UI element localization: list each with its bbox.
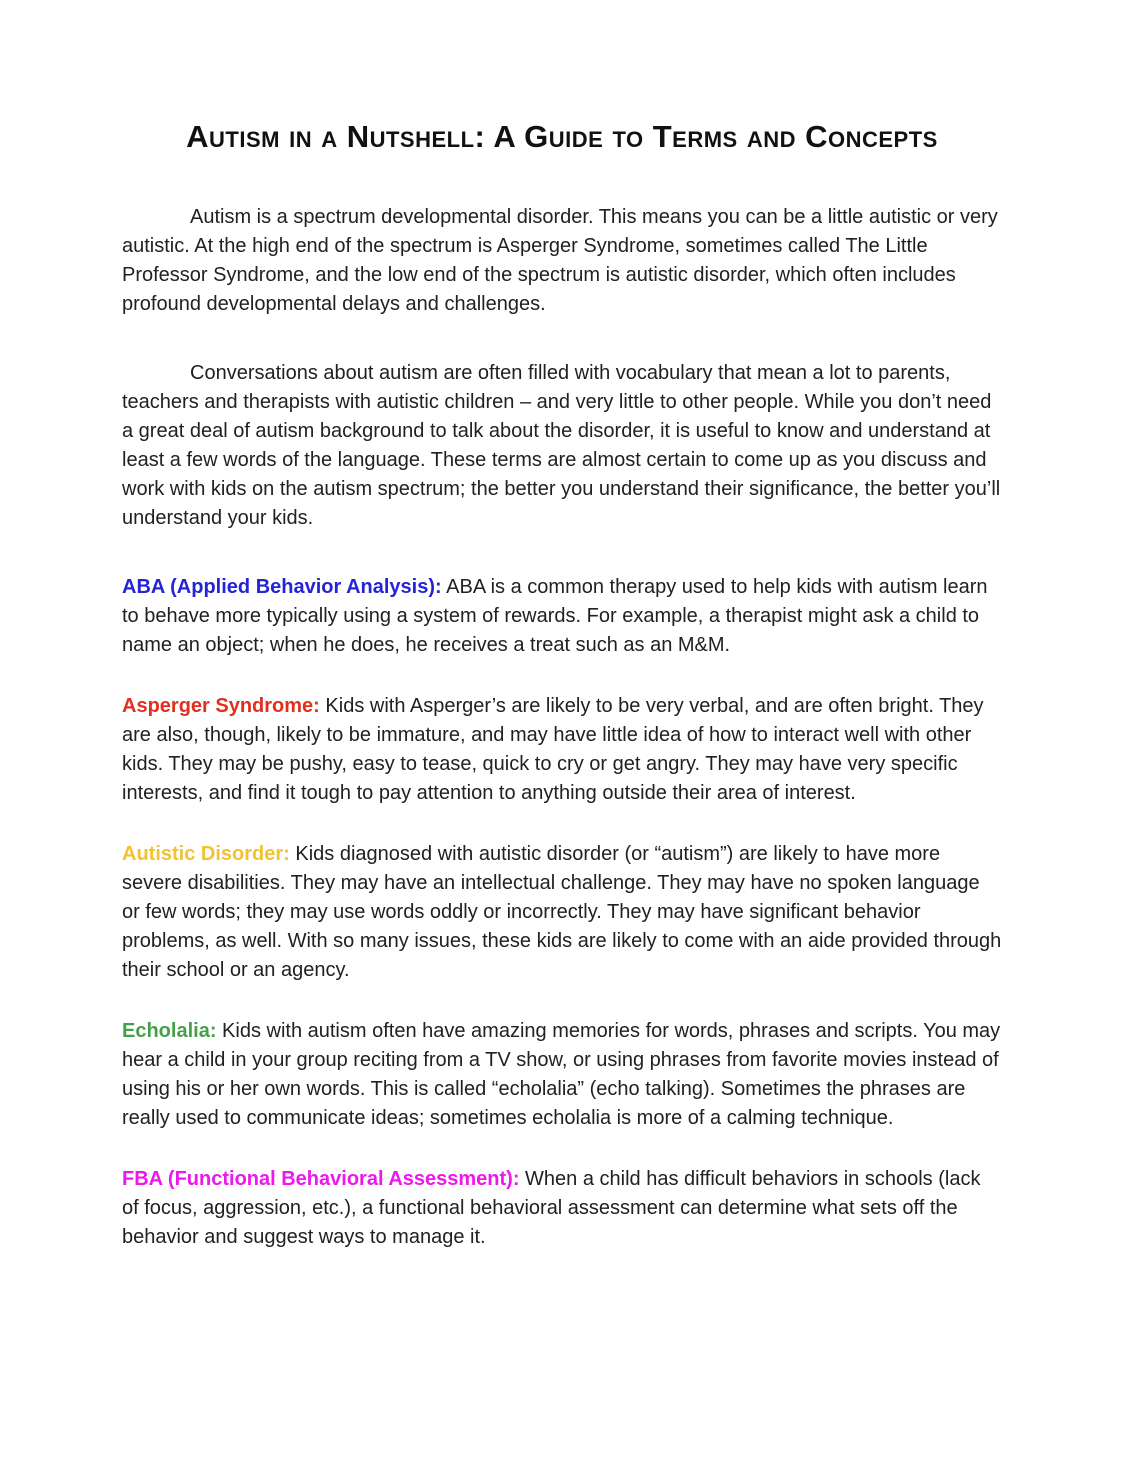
- term-autistic-disorder-label: Autistic Disorder:: [122, 843, 290, 866]
- term-fba-label: FBA (Functional Behavioral Assessment):: [122, 1168, 520, 1191]
- term-autistic-disorder-text: Kids diagnosed with autistic disorder (or “autism”) are likely to have more severe disabilities. They may have an intellectual challenge. They may have no spoken language or few words; they may use words oddly or incorrectly. They may have significant behavior problems, as well. With so many issues, these kids are likely to come with an aide provided through their school or an agency.: [122, 843, 1002, 982]
- term-echolalia-label: Echolalia:: [122, 1020, 217, 1043]
- term-aba: [122, 573, 1002, 660]
- intro-paragraph-2: Conversations about autism are often filled with vocabulary that mean a lot to parents, teachers and therapists with autistic children – and very little to other people. While you don’t need a great deal of autism background to talk about the disorder, it is useful to know and understand at least a few words of the language. These terms are almost certain to come up as you discuss and work with kids on the autism spectrum; the better you understand their significance, the better you’ll understand your kids.: [122, 362, 1001, 530]
- term-asperger-syndrome-label: Asperger Syndrome:: [122, 695, 320, 718]
- term-asperger-syndrome-text: Kids with Asperger’s are likely to be very verbal, and are often bright. They are also, though, likely to be immature, and may have little idea of how to interact well with other kids. They may be pushy, easy to tease, quick to cry or get angry. They may have very specific interests, and find it tough to pay attention to anything outside their area of interest.: [122, 695, 984, 805]
- term-aba-label: ABA (Applied Behavior Analysis):: [122, 576, 442, 599]
- term-fba: [122, 1165, 1002, 1252]
- term-fba-text: When a child has difficult behaviors in schools (lack of focus, aggression, etc.), a functional behavioral assessment can determine what sets off the behavior and suggest ways to manage it.: [122, 1168, 981, 1249]
- intro-paragraph-1: Autism is a spectrum developmental disorder. This means you can be a little autistic or very autistic. At the high end of the spectrum is Asperger Syndrome, sometimes called The Little Professor Syndrome, and the low end of the spectrum is autistic disorder, which often includes profound developmental delays and challenges.: [122, 206, 998, 316]
- term-echolalia-text: Kids with autism often have amazing memories for words, phrases and scripts. You may hear a child in your group reciting from a TV show, or using phrases from favorite movies instead of using his or her own words. This is called “echolalia” (echo talking). Sometimes the phrases are really used to communicate ideas; sometimes echolalia is more of a calming technique.: [122, 1020, 1001, 1130]
- term-echolalia: [122, 1017, 1002, 1133]
- term-autistic-disorder: [122, 840, 1002, 985]
- term-asperger-syndrome: [122, 692, 1002, 808]
- document-title: Autism in a Nutshell: A Guide to Terms and Concepts: [186, 119, 938, 154]
- term-aba-text: ABA is a common therapy used to help kids with autism learn to behave more typically using a system of rewards. For example, a therapist might ask a child to name an object; when he does, he receives a treat such as an M&M.: [122, 576, 988, 657]
